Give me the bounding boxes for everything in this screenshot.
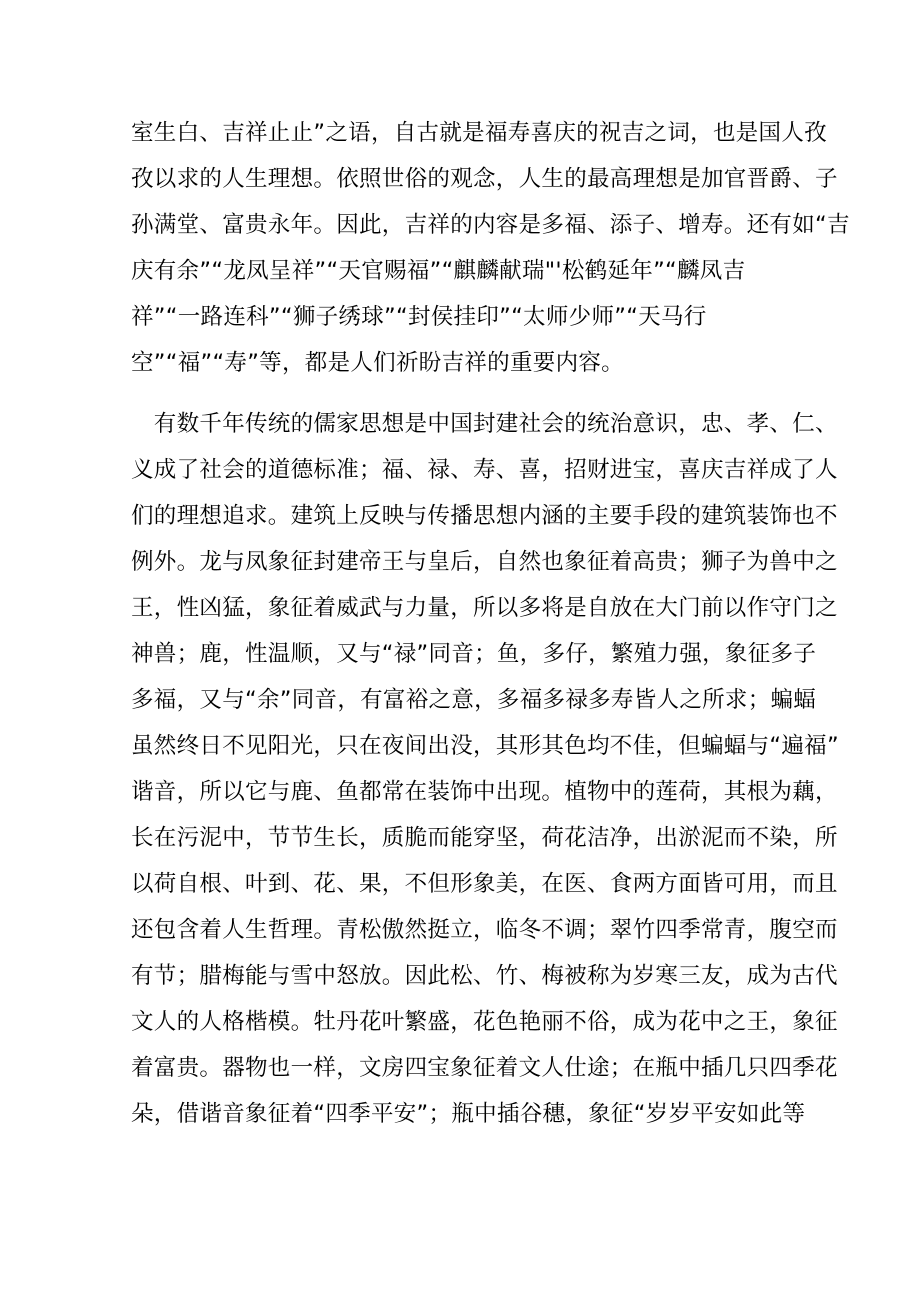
- text-line: 庆有余”“龙凤呈祥”“天官赐福”“麒麟献瑞"'松鹤延年”“麟凤吉: [131, 258, 746, 284]
- text-line: 文人的人格楷模。牡丹花叶繁盛，花色艳丽不俗，成为花中之王，象征: [131, 1009, 838, 1035]
- text-line: 多福，又与“余”同音，有富裕之意，多福多禄多寿皆人之所求；蝙蝠: [131, 687, 817, 713]
- text-line: 谐音，所以它与鹿、鱼都常在装饰中出现。植物中的莲荷，其根为藕，: [131, 779, 838, 805]
- text-line: 虽然终日不见阳光，只在夜间出没，其形其色均不佳，但蝙蝠与“遍福”: [131, 733, 839, 759]
- text-line: 孜以求的人生理想。依照世俗的观念，人生的最高理想是加官晋爵、子: [131, 166, 838, 192]
- text-line: 以荷自根、叶到、花、果，不但形象美，在医、食两方面皆可用，而且: [131, 871, 838, 897]
- paragraph-auspicious-content: [131, 110, 850, 386]
- text-line: 义成了社会的道德标准；福、禄、寿、喜，招财进宝，喜庆吉祥成了人: [131, 457, 838, 483]
- text-line: 王，性凶猛，象征着威武与力量，所以多将是自放在大门前以作守门之: [131, 595, 838, 621]
- paragraph-confucian-symbols: [131, 401, 839, 1137]
- text-line: 空”“福”“寿”等，都是人们祈盼吉祥的重要内容。: [131, 350, 624, 376]
- text-line: 神兽；鹿，性温顺，又与“禄”同音；鱼，多仔，繁殖力强，象征多子: [131, 641, 817, 667]
- text-line: 例外。龙与凤象征封建帝王与皇后，自然也象征着高贵；狮子为兽中之: [131, 549, 838, 575]
- text-line: 祥”“一路连科”“狮子绣球”“封侯挂印”“太师少师”“天马行: [131, 304, 707, 330]
- text-line: 朵，借谐音象征着“四季平安”；瓶中插谷穗，象征“岁岁平安如此等: [131, 1101, 806, 1127]
- text-line: 有节；腊梅能与雪中怒放。因此松、竹、梅被称为岁寒三友，成为古代: [131, 963, 838, 989]
- text-line: 孙满堂、富贵永年。因此，吉祥的内容是多福、添子、增寿。还有如“吉: [131, 212, 850, 238]
- text-line: 有数千年传统的儒家思想是中国封建社会的统治意识，忠、孝、仁、: [131, 411, 838, 437]
- text-line: 室生白、吉祥止止”之语，自古就是福寿喜庆的祝吉之词，也是国人孜: [131, 120, 827, 146]
- text-line: 长在污泥中，节节生长，质脆而能穿坚，荷花洁净，出淤泥而不染，所: [131, 825, 838, 851]
- text-line: 们的理想追求。建筑上反映与传播思想内涵的主要手段的建筑装饰也不: [131, 503, 838, 529]
- text-line: 着富贵。器物也一样，文房四宝象征着文人仕途；在瓶中插几只四季花: [131, 1055, 838, 1081]
- text-line: 还包含着人生哲理。青松傲然挺立，临冬不调；翠竹四季常青，腹空而: [131, 917, 838, 943]
